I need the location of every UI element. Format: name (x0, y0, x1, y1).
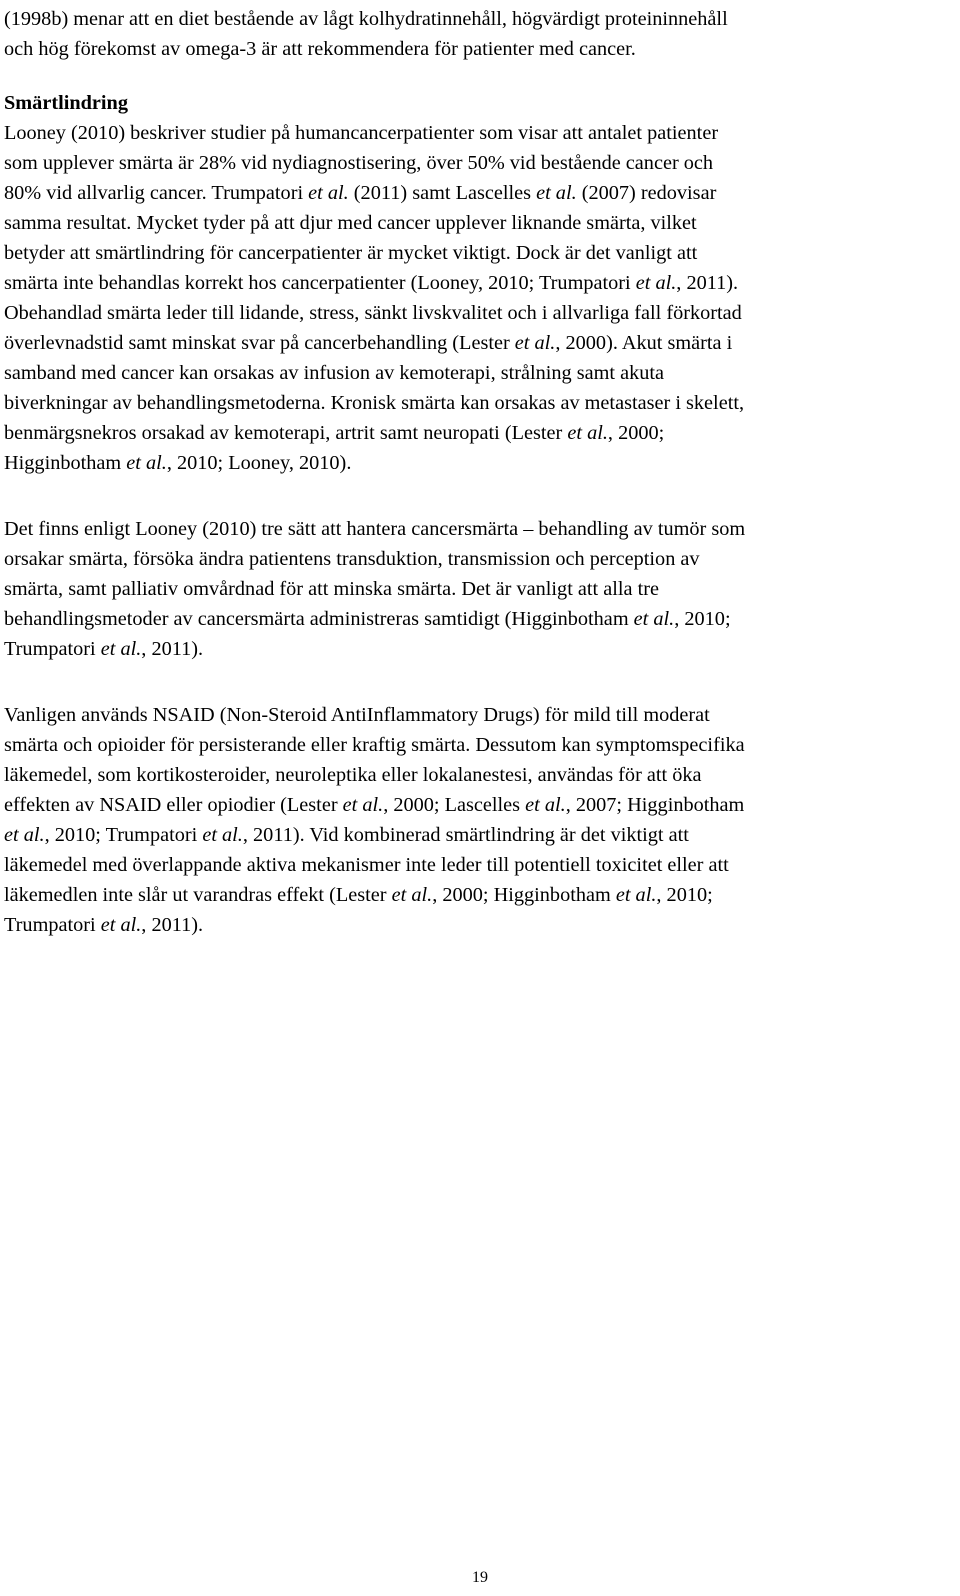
text-line: överlevnadstid samt minskat svar på cancerbehandling (Lester et al., 2000). Akut smärta i (4, 332, 733, 354)
text-line: betyder att smärtlindring för cancerpatienter är mycket viktigt. Dock är det vanligt att (4, 242, 698, 264)
text-line: biverkningar av behandlingsmetoderna. Kronisk smärta kan orsakas av metastaser i skelett, (4, 392, 745, 414)
text-line: (1998b) menar att en diet bestående av lågt kolhydratinnehåll, högvärdigt proteininnehåll (4, 8, 728, 30)
text-line: 80% vid allvarlig cancer. Trumpatori et al. (2011) samt Lascelles et al. (2007) redovisar (4, 182, 717, 204)
text-line: effekten av NSAID eller opiodier (Lester et al., 2000; Lascelles et al., 2007; Higginbotham (4, 794, 745, 816)
text-line: som upplever smärta är 28% vid nydiagnostisering, över 50% vid bestående cancer och (4, 152, 714, 174)
text-line: et al., 2010; Trumpatori et al., 2011). Vid kombinerad smärtlindring är det viktigt att (4, 824, 689, 846)
text-line: benmärgsnekros orsakad av kemoterapi, artrit samt neuropati (Lester et al., 2000; (4, 422, 665, 444)
text-line: smärta inte behandlas korrekt hos cancerpatienter (Looney, 2010; Trumpatori et al., 2011). (4, 272, 739, 294)
text-line: Det finns enligt Looney (2010) tre sätt att hantera cancersmärta – behandling av tumör som (4, 518, 746, 540)
text-line: samband med cancer kan orsakas av infusion av kemoterapi, strålning samt akuta (4, 362, 665, 384)
text-line: Trumpatori et al., 2011). (4, 914, 204, 936)
text-line: smärta, samt palliativ omvårdnad för att minska smärta. Det är vanligt att alla tre (4, 578, 659, 600)
section-heading: Smärtlindring (4, 92, 128, 114)
text-line: smärta och opioider för persisterande eller kraftig smärta. Dessutom kan symptomspecifika (4, 734, 745, 756)
text-line: Looney (2010) beskriver studier på humancancerpatienter som visar att antalet patienter (4, 122, 719, 144)
text-line: Trumpatori et al., 2011). (4, 638, 204, 660)
page-number: 19 (472, 1569, 488, 1586)
text-line: orsakar smärta, försöka ändra patientens transduktion, transmission och perception av (4, 548, 700, 570)
text-line: läkemedel, som kortikosteroider, neuroleptika eller lokalanestesi, användas för att öka (4, 764, 702, 786)
text-line: Higginbotham et al., 2010; Looney, 2010). (4, 452, 352, 474)
text-line: Obehandlad smärta leder till lidande, stress, sänkt livskvalitet och i allvarliga fall förkortad (4, 302, 742, 324)
text-line: behandlingsmetoder av cancersmärta administreras samtidigt (Higginbotham et al., 2010; (4, 608, 731, 630)
text-line: läkemedel med överlappande aktiva mekanismer inte leder till potentiell toxicitet eller att (4, 854, 729, 876)
text-line: samma resultat. Mycket tyder på att djur med cancer upplever liknande smärta, vilket (4, 212, 697, 234)
text-line: och hög förekomst av omega-3 är att rekommendera för patienter med cancer. (4, 38, 636, 60)
text-line: läkemedlen inte slår ut varandras effekt (Lester et al., 2000; Higginbotham et al., 2010; (4, 884, 713, 906)
text-line: Vanligen används NSAID (Non-Steroid AntiInflammatory Drugs) för mild till moderat (4, 704, 710, 726)
